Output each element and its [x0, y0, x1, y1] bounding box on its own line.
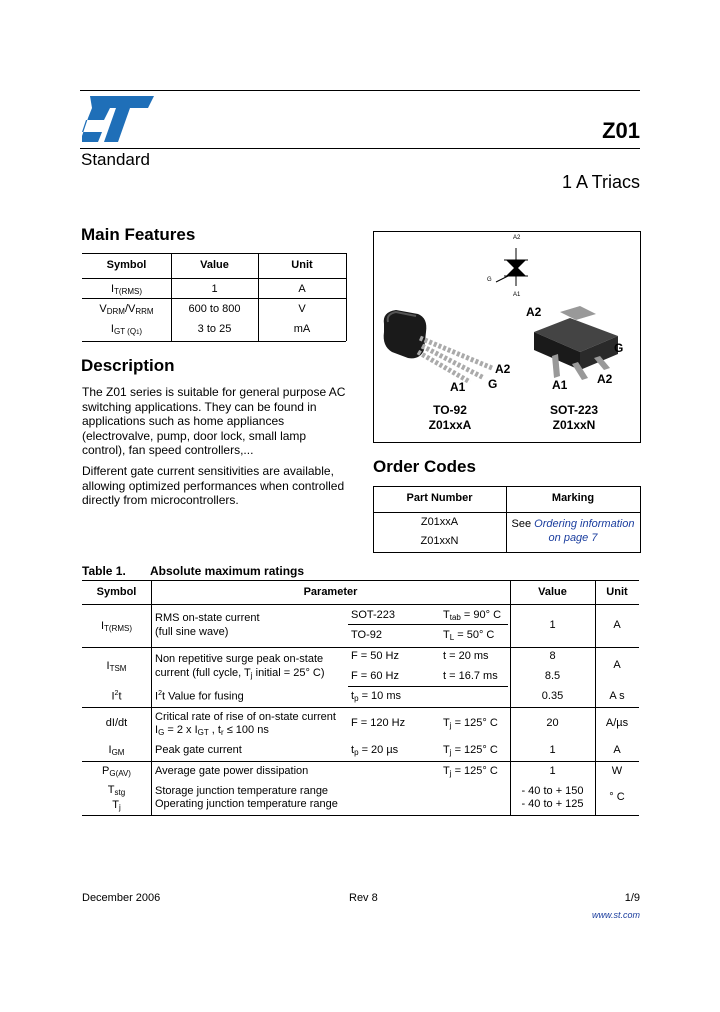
- t1-value: 0.35: [541, 690, 564, 702]
- t1-cond: $T_j = 125^\circ$ C: [443, 717, 498, 730]
- to92-package-icon: [384, 310, 492, 382]
- to92-package-name: TO-92: [433, 403, 467, 417]
- t1-cond: $t_p = 10$ ms: [351, 690, 402, 703]
- t1-unit: ° C: [609, 791, 625, 803]
- footer-page-number: 1/9: [624, 892, 640, 904]
- table1-caption-number: Table 1.: [82, 564, 126, 578]
- t1-param: Storage junction temperature range: [155, 785, 329, 797]
- oc-part: Z01xxA: [420, 516, 459, 528]
- to92-pin-a1: A1: [450, 380, 466, 394]
- t1-cond: F = 50 Hz: [351, 650, 399, 662]
- footer-revision: Rev 8: [349, 892, 378, 904]
- t1-col-value: Value: [538, 586, 567, 598]
- triac-symbol-icon: [496, 248, 528, 286]
- t1-cond: TO-92: [351, 629, 382, 641]
- symbol-label-a2: A2: [513, 235, 521, 241]
- t1-col-symbol: Symbol: [96, 586, 137, 598]
- subtitle-triacs: 1 A Triacs: [561, 172, 640, 192]
- t1-symbol-i2t: $I^2t$: [111, 690, 122, 703]
- sot223-pin-a2-top: A2: [526, 305, 542, 319]
- to92-pin-a2: A2: [495, 362, 511, 376]
- t1-col-parameter: Parameter: [303, 586, 358, 598]
- mf-symbol-igt: $I_{GT (Q1)}$: [110, 323, 143, 336]
- t1-param: $I_G = 2$ x $I_{GT}$ , $t_r \le 100$ ns: [155, 724, 269, 737]
- t1-value: - 40 to + 125: [521, 798, 584, 810]
- t1-unit: W: [611, 765, 623, 777]
- t1-value: 1: [549, 765, 556, 777]
- oc-marking: See Ordering information: [511, 518, 635, 530]
- t1-param: Peak gate current: [155, 744, 242, 756]
- page-7-link[interactable]: on page 7: [548, 532, 598, 544]
- sot223-pin-a2: A2: [597, 372, 613, 386]
- t1-cond: $T_L = 50^\circ$ C: [443, 629, 495, 642]
- t1-cond: t = 16.7 ms: [443, 670, 498, 682]
- t1-param: RMS on-state current: [155, 612, 260, 624]
- oc-col-part-number: Part Number: [406, 492, 473, 504]
- main-features-heading: Main Features: [81, 225, 196, 244]
- t1-value: 1: [549, 744, 556, 756]
- oc-marking-line-2: [506, 532, 640, 544]
- description-paragraph-2: Different gate current sensitivities are available, allowing optimized performances when controlled directly from microcontrollers.: [82, 464, 345, 507]
- t1-value: 8.5: [544, 670, 561, 682]
- mf-symbol-v: $V_{DRM}/V_{RRM}$: [99, 303, 154, 316]
- mf-unit: mA: [293, 323, 311, 335]
- t1-param: current (full cycle, $T_j$ initial = 25° C): [155, 667, 325, 680]
- t1-cond: F = 120 Hz: [351, 717, 406, 729]
- t1-cond: t = 20 ms: [443, 650, 489, 662]
- t1-unit: A: [613, 619, 621, 631]
- sot223-order-code: Z01xxN: [552, 418, 596, 432]
- t1-cond: $t_p = 20$ µs: [351, 744, 399, 757]
- sot223-package-icon: [534, 306, 618, 380]
- t1-symbol-didt: dI/dt: [105, 717, 128, 729]
- footer-website-link[interactable]: www.st.com: [591, 910, 640, 920]
- ordering-info-link[interactable]: Ordering information: [534, 518, 635, 530]
- st-logo: [82, 96, 154, 142]
- t1-value: 8: [549, 650, 556, 662]
- sot223-pin-g: G: [614, 341, 624, 355]
- t1-param: Average gate power dissipation: [155, 765, 309, 777]
- to92-pin-g: G: [488, 377, 498, 391]
- t1-value: 20: [546, 717, 559, 729]
- t1-symbol-pgav: $P_{G(AV)}$: [102, 765, 131, 778]
- mf-col-value: Value: [200, 259, 229, 271]
- mf-value: 1: [211, 283, 218, 295]
- symbol-label-a1: A1: [513, 292, 521, 298]
- t1-unit: A s: [609, 690, 625, 702]
- t1-unit: A: [613, 659, 621, 671]
- table1-caption-title: Absolute maximum ratings: [150, 564, 305, 578]
- t1-param: Critical rate of rise of on-state current: [155, 711, 336, 723]
- footer-date: December 2006: [82, 892, 161, 904]
- t1-value: 1: [549, 619, 556, 631]
- symbol-label-g: G: [487, 277, 492, 283]
- t1-symbol-itsm: $I_{TSM}$: [106, 660, 127, 673]
- mf-col-symbol: Symbol: [106, 259, 147, 271]
- t1-cond: $T_j = 125^\circ$ C: [443, 744, 498, 757]
- t1-col-unit: Unit: [606, 586, 628, 598]
- order-codes-heading: Order Codes: [373, 457, 476, 476]
- t1-param: Non repetitive surge peak on-state: [155, 653, 324, 665]
- oc-part: Z01xxN: [420, 535, 459, 547]
- t1-cond: $T_{tab} = 90^\circ$ C: [443, 609, 502, 622]
- t1-value: - 40 to + 150: [521, 785, 584, 797]
- t1-symbol-it-rms: $I_{T(RMS)}$: [100, 620, 133, 633]
- t1-param: (full sine wave): [155, 626, 229, 638]
- mf-unit: V: [298, 303, 306, 315]
- t1-cond: F = 60 Hz: [351, 670, 399, 682]
- mf-value: 3 to 25: [197, 323, 232, 335]
- to92-order-code: Z01xxA: [428, 418, 472, 432]
- oc-col-marking: Marking: [551, 492, 595, 504]
- mf-unit: A: [298, 283, 306, 295]
- t1-symbol-igm: $I_{GM}$: [108, 744, 125, 757]
- sot223-package-name: SOT-223: [549, 403, 599, 417]
- t1-param: Operating junction temperature range: [155, 798, 338, 810]
- sot223-pin-a1: A1: [552, 378, 568, 392]
- t1-cond: $T_j = 125^\circ$ C: [443, 765, 498, 778]
- description-heading: Description: [81, 356, 175, 375]
- t1-param: $I^2t$ Value for fusing: [155, 690, 244, 703]
- mf-value: 600 to 800: [188, 303, 241, 315]
- mf-symbol-it: $I_{T(RMS)}$: [110, 283, 143, 296]
- part-number-title: Z01: [602, 118, 640, 143]
- t1-symbol-tstg-tj: $T_{stg}$ $T_j$: [107, 784, 126, 812]
- t1-unit: A: [613, 744, 621, 756]
- description-paragraph-1: The Z01 series is suitable for general purpose AC switching applications. They can be found in applications such as home appliances (electrovalve, pump, door lock, small lamp control), fan speed controllers,...: [82, 385, 346, 457]
- subtitle-standard: Standard: [81, 150, 150, 169]
- mf-col-unit: Unit: [291, 259, 313, 271]
- t1-unit: A/µs: [605, 717, 629, 729]
- t1-cond: SOT-223: [351, 609, 396, 621]
